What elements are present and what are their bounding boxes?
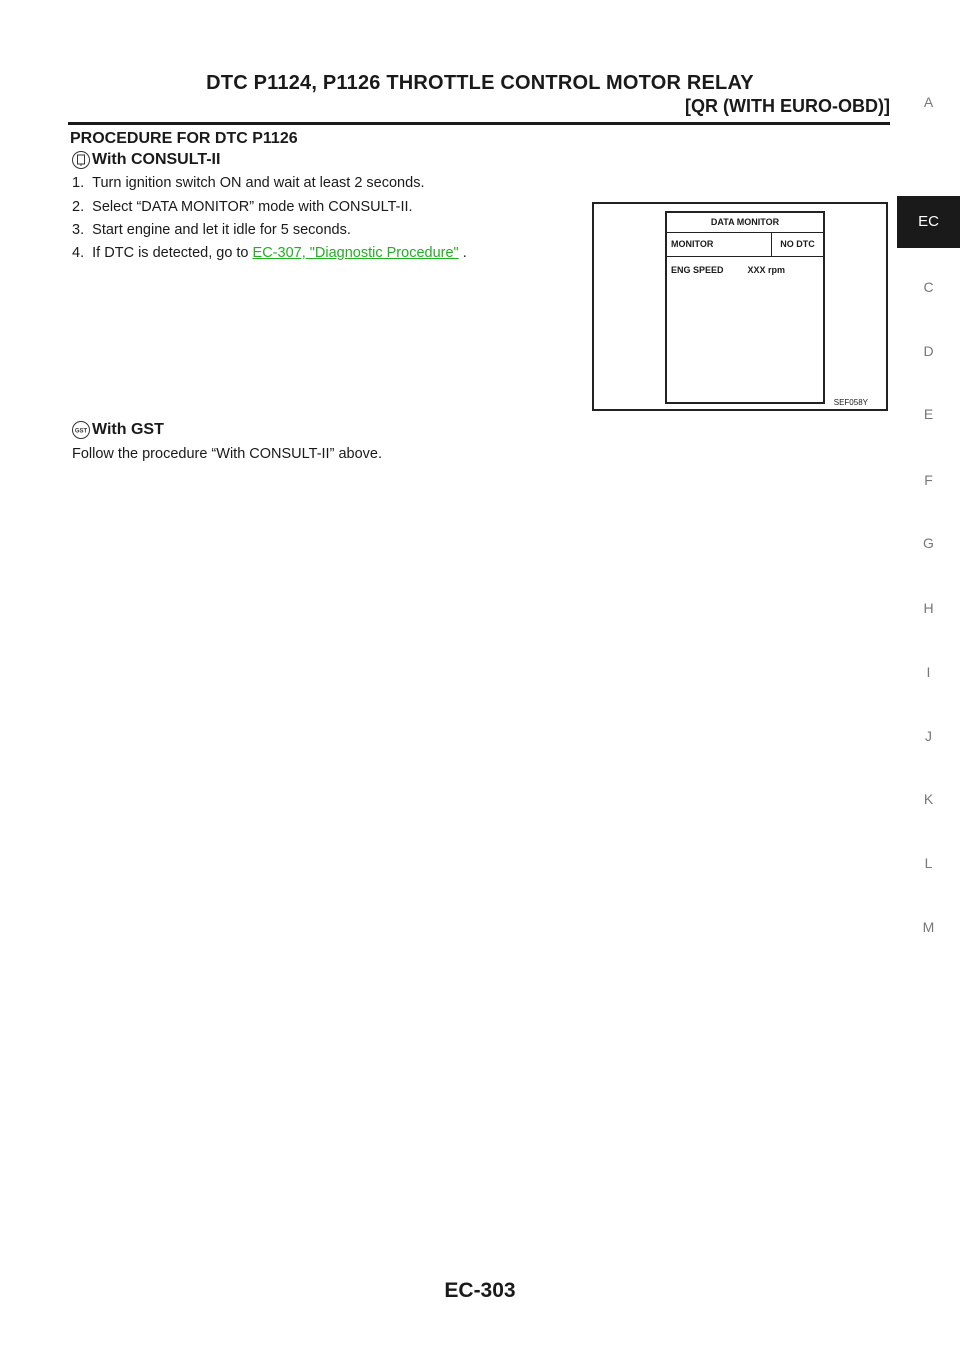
index-letter-m[interactable]: M <box>922 919 935 935</box>
index-letter-c[interactable]: C <box>923 279 934 295</box>
consult-subheading <box>72 151 220 169</box>
data-monitor-screen <box>665 211 825 404</box>
index-letter-d[interactable]: D <box>923 343 934 359</box>
gst-subheading <box>72 421 164 439</box>
step-1: 1. Turn ignition switch ON and wait at least 2 seconds. <box>72 175 425 191</box>
header-divider <box>68 122 890 125</box>
step-3: 3. Start engine and let it idle for 5 seconds. <box>72 222 351 238</box>
page-number: EC-303 <box>444 1279 516 1302</box>
section-heading: PROCEDURE FOR DTC P1126 <box>70 130 298 147</box>
step-4 <box>72 245 467 261</box>
step-2: 2. Select “DATA MONITOR” mode with CONSULT-II. <box>72 199 413 215</box>
index-letter-h[interactable]: H <box>923 600 934 616</box>
gst-subheading-label: With GST <box>92 421 164 438</box>
index-letter-a[interactable]: A <box>923 94 934 110</box>
screen-header-row <box>667 233 823 257</box>
gst-instructions: Follow the procedure “With CONSULT-II” above. <box>72 446 382 462</box>
eng-speed-value: XXX rpm <box>747 265 786 275</box>
index-letter-f[interactable]: F <box>924 472 933 488</box>
step-4-end: . <box>458 245 467 261</box>
eng-speed-row <box>667 257 823 275</box>
page-title: DTC P1124, P1126 THROTTLE CONTROL MOTOR RELAY <box>206 72 754 94</box>
eng-speed-label: ENG SPEED <box>671 265 724 275</box>
index-letter-j[interactable]: J <box>925 728 932 744</box>
consult-subheading-label: With CONSULT-II <box>92 151 221 168</box>
page-subtitle: [QR (WITH EURO-OBD)] <box>685 96 890 116</box>
index-letter-i[interactable]: I <box>926 664 931 680</box>
index-letter-g[interactable]: G <box>923 535 934 551</box>
step-4-text: 4. If DTC is detected, go to <box>72 245 253 261</box>
section-index-sidebar <box>897 0 960 1358</box>
screen-title: DATA MONITOR <box>667 213 823 233</box>
figure-code: SEF058Y <box>833 398 868 407</box>
index-letter-ec[interactable]: EC <box>897 196 960 248</box>
gst-icon <box>72 421 90 439</box>
consult-screen-figure <box>592 202 888 411</box>
diagnostic-procedure-link[interactable]: EC-307, "Diagnostic Procedure" <box>252 245 459 261</box>
index-letter-l[interactable]: L <box>924 855 933 871</box>
svg-text:GST: GST <box>74 428 88 435</box>
index-letter-k[interactable]: K <box>923 791 934 807</box>
index-letter-e[interactable]: E <box>923 406 934 422</box>
dtc-status-label: NO DTC <box>780 239 815 249</box>
consult-tester-icon <box>72 151 90 169</box>
monitor-column-label: MONITOR <box>667 233 772 256</box>
